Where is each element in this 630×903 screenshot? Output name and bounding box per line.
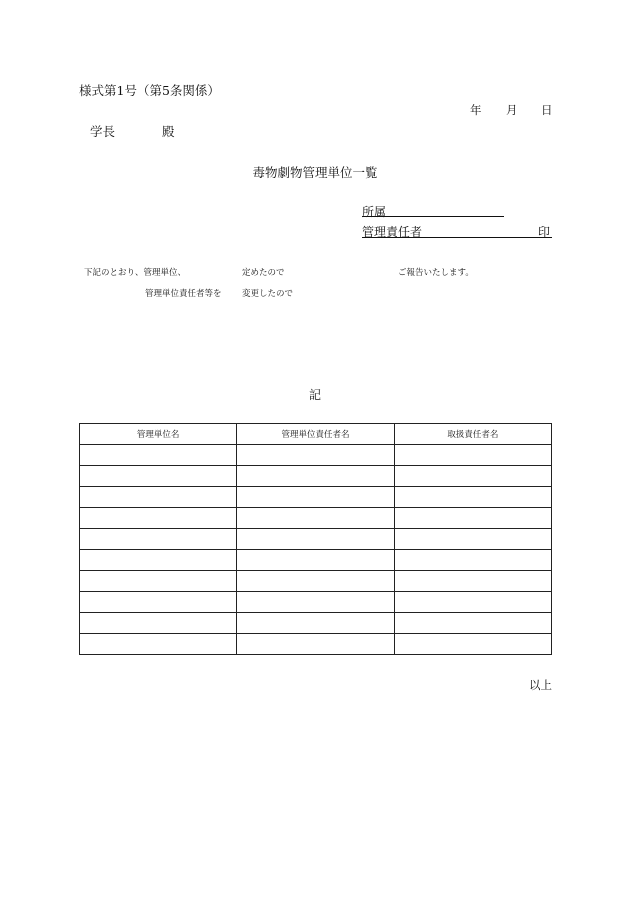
table-row xyxy=(80,466,552,487)
table-cell[interactable] xyxy=(80,550,237,571)
body-line1-part2: 定めたので xyxy=(242,268,285,278)
table-cell[interactable] xyxy=(394,529,551,550)
table-cell[interactable] xyxy=(80,487,237,508)
column-header: 管理単位名 xyxy=(80,424,237,445)
body-line1-part1: 下記のとおり、管理単位、 xyxy=(84,268,187,278)
affiliation-label: 所属 xyxy=(362,205,387,219)
table-cell[interactable] xyxy=(237,466,394,487)
table-cell[interactable] xyxy=(237,592,394,613)
body-line1-part3: ご報告いたします。 xyxy=(398,268,474,278)
table-cell[interactable] xyxy=(394,571,551,592)
table-cell[interactable] xyxy=(80,613,237,634)
table-row xyxy=(80,634,552,655)
manager-field[interactable] xyxy=(362,237,552,238)
form-number: 様式第1号（第5条関係） xyxy=(79,83,220,98)
table-cell[interactable] xyxy=(394,550,551,571)
table-row xyxy=(80,487,552,508)
table-cell[interactable] xyxy=(394,445,551,466)
honorific: 殿 xyxy=(162,124,175,139)
table-cell[interactable] xyxy=(80,571,237,592)
table-cell[interactable] xyxy=(80,445,237,466)
date-day-label: 日 xyxy=(541,103,553,117)
table-row xyxy=(80,550,552,571)
table-cell[interactable] xyxy=(237,508,394,529)
date-year-label: 年 xyxy=(470,103,482,117)
table-cell[interactable] xyxy=(80,508,237,529)
table-cell[interactable] xyxy=(394,613,551,634)
manager-label: 管理責任者 xyxy=(362,225,423,239)
table-row xyxy=(80,613,552,634)
management-unit-table xyxy=(79,423,552,655)
table-cell[interactable] xyxy=(80,466,237,487)
table-cell[interactable] xyxy=(394,508,551,529)
table-cell[interactable] xyxy=(80,529,237,550)
table-cell[interactable] xyxy=(394,592,551,613)
column-header: 管理単位責任者名 xyxy=(237,424,394,445)
date-month-label: 月 xyxy=(506,103,518,117)
table-row xyxy=(80,571,552,592)
ki-heading: 記 xyxy=(308,388,321,402)
table-cell[interactable] xyxy=(237,613,394,634)
affiliation-field[interactable] xyxy=(362,216,504,217)
table-cell[interactable] xyxy=(237,529,394,550)
table-cell[interactable] xyxy=(394,634,551,655)
seal-mark: 印 xyxy=(538,225,551,239)
table-cell[interactable] xyxy=(237,634,394,655)
table-cell[interactable] xyxy=(237,487,394,508)
body-line2-part2: 変更したので xyxy=(242,289,294,299)
table-row xyxy=(80,445,552,466)
document-title: 毒物劇物管理単位一覧 xyxy=(252,165,378,180)
table-row xyxy=(80,508,552,529)
closing-mark: 以上 xyxy=(529,678,552,692)
table-row xyxy=(80,529,552,550)
table-cell[interactable] xyxy=(237,571,394,592)
table-cell[interactable] xyxy=(237,445,394,466)
table-cell[interactable] xyxy=(394,487,551,508)
column-header: 取扱責任者名 xyxy=(394,424,551,445)
table-cell[interactable] xyxy=(80,634,237,655)
table-row xyxy=(80,592,552,613)
table-cell[interactable] xyxy=(237,550,394,571)
table-cell[interactable] xyxy=(80,592,237,613)
table-cell[interactable] xyxy=(394,466,551,487)
table-header-row xyxy=(80,424,552,445)
body-line2-part1: 管理単位責任者等を xyxy=(145,289,222,299)
addressee: 学長 xyxy=(90,124,116,139)
